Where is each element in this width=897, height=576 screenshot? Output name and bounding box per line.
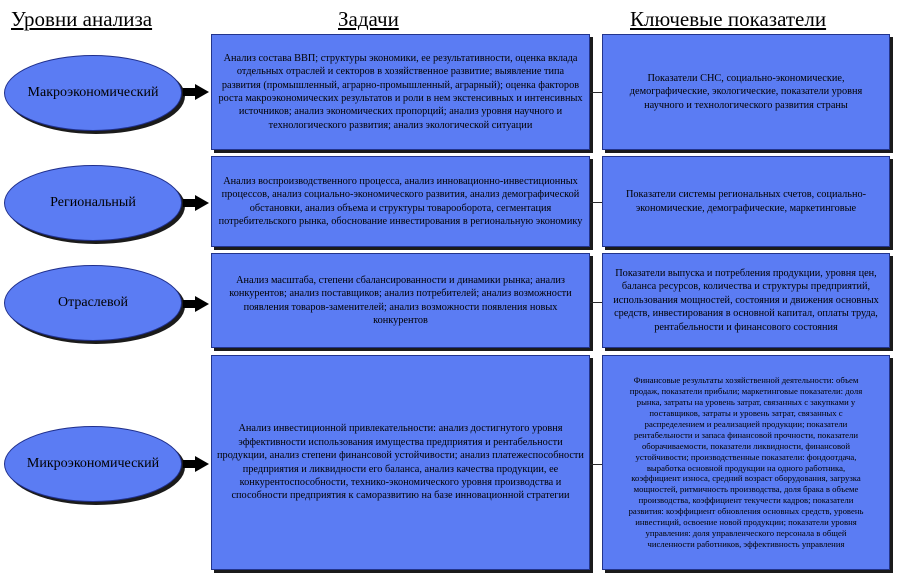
indicator-line: оборачиваемости, показатели ликвидности, финансовой: [641, 440, 851, 451]
indicator-line: инвестиций, освоение новой продукции; показатели уровня: [635, 517, 857, 528]
connector-line: [590, 464, 602, 465]
indicators-regional: Показатели системы региональных счетов, социально-экономические, демографические, маркетинговые: [602, 156, 890, 247]
indicator-line: коэффициент износа, средний возраст оборудования, загрузка: [631, 473, 861, 484]
tasks-sectoral: Анализ масштаба, степени сбалансированности и динамики рынка; анализ конкурентов; анализ поставщиков; анализ потребителей; анализ возможности появления товаров-заменителей; анализ возможности появления новых конкурентов: [211, 253, 590, 348]
arrow-right-icon: [183, 84, 209, 100]
indicator-line: управления: доля управленческого персонала в общей: [645, 527, 847, 538]
indicator-line: продаж, показатели прибыли; маркетинговые показатели: доля: [629, 386, 863, 397]
arrow-right-icon: [183, 195, 209, 211]
indicators-sectoral: Показатели выпуска и потребления продукции, уровня цен, баланса ресурсов, количества и структуры предприятий, использования мощностей, состояния и движения основных средств, инвестирования в основной капитал, оплаты труда, рентабельности и финансового состояния: [602, 253, 890, 348]
connector-line: [590, 92, 602, 93]
indicator-line: рынка, затраты на уровень затрат, связанных с закупками у: [636, 397, 856, 408]
level-regional: Региональный: [4, 165, 182, 241]
indicator-line: устойчивости; производственные показатели: фондоотдача,: [635, 451, 857, 462]
levels-header: Уровни анализа: [11, 7, 153, 31]
arrow-right-icon: [183, 296, 209, 312]
level-sectoral: Отраслевой: [4, 265, 182, 341]
indicator-line: производства, коэффициент текучести кадров; показатели: [638, 495, 854, 506]
tasks-microeconomic: Анализ инвестиционной привлекательности: анализ достигнутого уровня эффективности использования имущества предприятия и рентабельности продукции, анализ степени финансовой устойчивости; анализ платежеспособности предприятия и ликвидности его баланса, анализ качества продукции, ее конкурентоспособности, технико-экономического уровня производства и способности предприятия к саморазвитию на базе инновационной стратегии: [211, 355, 590, 570]
indicators-microeconomic: [602, 355, 890, 570]
indicator-line: численности работников, эффективность управления: [647, 538, 845, 549]
level-microeconomic: Микроэкономический: [4, 426, 182, 502]
indicator-line: распределением и реализацией продукции; показатели: [644, 418, 848, 429]
tasks-regional: Анализ воспроизводственного процесса, анализ инновационно-инвестиционных процессов, анализ социально-экономического развития, анализ демографической обстановки, анализ объема и структуры товарооборота, сегментация потребительского рынка, обоснование инвестирования в региональную экономику: [211, 156, 590, 247]
indicators-macroeconomic: Показатели СНС, социально-экономические, демографические, экологические, показатели уровня научного и технологического развития страны: [602, 34, 890, 150]
tasks-macroeconomic: Анализ состава ВВП; структуры экономики, ее результативности, оценка вклада отдельных отраслей и секторов в хозяйственное развитие; выявление типа развития (промышленный, аграрно-промышленный, аграрный); оценка факторов роста макроэкономических результатов и роли в нем экстенсивных и интенсивных источников; анализ экономических пропорций; анализ уровня научного и технологического развития; анализ экологической ситуации: [211, 34, 590, 150]
indicator-line: мощностей, ритмичность производства, доля брака в объеме: [633, 484, 859, 495]
tasks-header: Задачи: [338, 7, 399, 31]
indicator-line: развития: коэффициент обновления основных средств, уровень: [628, 506, 864, 517]
connector-line: [590, 302, 602, 303]
indicator-line: выработка основной продукции на одного работника,: [646, 462, 846, 473]
indicator-line: поставщиков, затраты и уровень затрат, связанных с: [649, 407, 843, 418]
connector-line: [590, 202, 602, 203]
indicator-line: рентабельности и запаса финансовой прочности, показатели: [633, 429, 859, 440]
indicator-line: Финансовые результаты хозяйственной деятельности: объем: [633, 375, 859, 386]
level-macroeconomic: Макроэкономический: [4, 55, 182, 131]
arrow-right-icon: [183, 456, 209, 472]
indicators-header: Ключевые показатели: [630, 7, 827, 31]
